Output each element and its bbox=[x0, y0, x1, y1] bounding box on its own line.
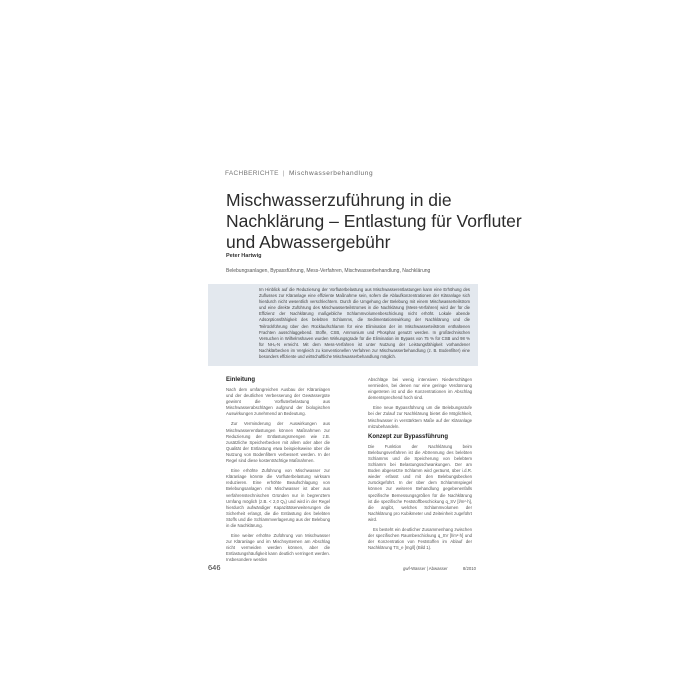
paragraph: Nach dem umfangreichen Ausbau der Kläranlagen und der deutlichen Verbesserung der Gewässergüte gewinnt die Vorfluterbelastung aus Mischwasserabschlägen aufgrund der biologischen Auswirkungen zunehmend an Bedeutung. bbox=[226, 387, 330, 417]
keywords: Belebungsanlagen, Bypassführung, Mess-Verfahren, Mischwasserbehandlung, Nachklärung bbox=[226, 268, 431, 274]
author: Peter Hartwig bbox=[226, 253, 262, 259]
paragraph: Eine erhöhte Zuführung von Mischwasser zur Kläranlage könnte die Vorfluterbelastung wirksam reduzieren. Eine erhöhte Beaufschlagung von Belebungsanlagen mit Mischwasser ist aber aus verfahrenstechnischen Gründen nur in begrenztem Umfang möglich (z.B. < 2,0 Q₆) und wird in der Regel hierdurch aufwändiger Kapazitätserweiterungen die Sicherheit erlangt, die die Entlastung des belebten Stoffs und die Schlammverlagerung aus der Belebung in die Nachklärung. bbox=[226, 468, 330, 528]
article-title: Mischwasserzuführung in die Nachklärung – Entlastung für Vorfluter und Abwassergebühr bbox=[226, 190, 522, 252]
paragraph: Es besteht ein deutlicher Zusammenhang zwischen der spezifischen Raumbeschickung q_SV [l/m²·h] und der Konzentration von Feststoffen im Ablauf der Nachklärung TS_e [mg/l] (Bild 1). bbox=[368, 526, 472, 551]
section-heading-bypass: Konzept zur Bypassführung bbox=[368, 433, 449, 440]
abstract-box bbox=[208, 284, 478, 366]
paragraph: Eine neue Bypassführung um die Belebungsstufe bei der Zulauf zur Nachklärung bietet die Möglichkeit, Mischwasser in verstärktem Maße auf der Kläranlage mitzubehandeln. bbox=[368, 405, 472, 429]
issue-number: 8/2010 bbox=[462, 566, 477, 571]
journal-name: gwf-Wasser | Abwasser bbox=[403, 566, 448, 571]
abstract-text: Im Hinblick auf die Reduzierung der Vorfluterbelastung aus Mischwasserentlastungen kann eine Erhöhung des Zuflusses zur Kläranlage eine effiziente Maßnahme sein, sofern die Ablaufkonzentrationen der Kläranlage sich hierdurch nicht wesentlich verschlechtern. Durch die Umgehung der Belebung mit einem Mischwasserteilstrom und eine direkte Zuführung des Mischwasserteilstromes in die Nachklärung (Mess-Verfahren) wird der für die Effizienz der Nachklärung maßgebliche Schlammvolumenbeschickung nicht erhöht. Lokale abende Adsorptionsfähigkeit des belebten Schlamms, die Sedimentationswirkung der Nachklärung und die Teilrückführung über den Rücklaufschlamm für eine Elimination der im Mischwasserteilstrom enthaltenen Frachten ausschlaggebend. Stoffe, CSB, Ammonium und Phosphat genutzt werden. In großtechnischen Versuchen in Wilhelmshaven wurden Wirkungsgrade für die Elimination im Bypass von 75 % für CSB und 98 % für NH₄-N erreicht. Mit dem Mess-Verfahren ist unter Nutzung der Leistungsfähigkeit vorhandener Nachklärbecken im Vergleich zu konventionellen Verfahren zur Mischwasserbehandlung (z. B. Bodenfilter) eine besonders effiziente und wirtschaftliche Mischwasserbehandlung möglich. bbox=[259, 287, 470, 360]
subcategory-label: Mischwasserbehandlung bbox=[289, 170, 374, 177]
column-left bbox=[226, 377, 330, 568]
paragraph: Die Funktion der Nachklärung beim Belebungsverfahren ist die Abtrennung des belebten Schlamms und die Speicherung von belebtem Schlamm bei Belastungsschwankungen. Der am Boden abgesetzte Schlamm wird geräumt, über i.d.R. wieder erfasst und mit den Belebungsbecken zurückgeführt. In der über dem Schlammspiegel können zur weiteren Behandlung gegebenenfalls spezifische Bemessungsgrößen für die Nachklärung ist die spezifische Feststoffbeschickung q_SV [l/m²·h], die angibt, welches Schlammvolumen der Nachklärung pro Kubikmeter und Zeiteinheit zugeführt wird. bbox=[368, 443, 472, 522]
footer bbox=[403, 566, 476, 571]
category-label: FACHBERICHTE bbox=[225, 170, 279, 177]
column-right bbox=[368, 377, 472, 555]
paragraph: Zur Verminderung der Auswirkungen aus Mischwasserentlastungen können Maßnahmen zur Reduzierung der Entlastungsmengen wie z.B. zusätzliche Speicherbecken mit allem oder aber die Qualität der Entlastung etwa beispielsweise über die Nutzung von Bodenfiltern verbessert werden. In der Regel sind diese kostenträchtige Maßnahmen. bbox=[226, 421, 330, 464]
paragraph: Eine weiter erhöhte Zuführung von Mischwasser zur Kläranlage und im Mischsystemen am Abschlag nicht vermeiden werden können, aber die Entlastungshäufigkeit kann deutlich verringert werden. Insbesondere werden bbox=[226, 533, 330, 563]
section-heading-einleitung: Einleitung bbox=[226, 377, 255, 383]
paragraph: Abschläge bei wenig intensiven Niederschlägen vermieden, bei denen nur eine geringe Verdünnung eingetreten ist und die Konzentrationen im Abschlag dementsprechend hoch sind. bbox=[368, 377, 472, 401]
separator: | bbox=[282, 170, 285, 177]
section-header bbox=[225, 170, 373, 177]
page-number: 646 bbox=[208, 563, 221, 572]
